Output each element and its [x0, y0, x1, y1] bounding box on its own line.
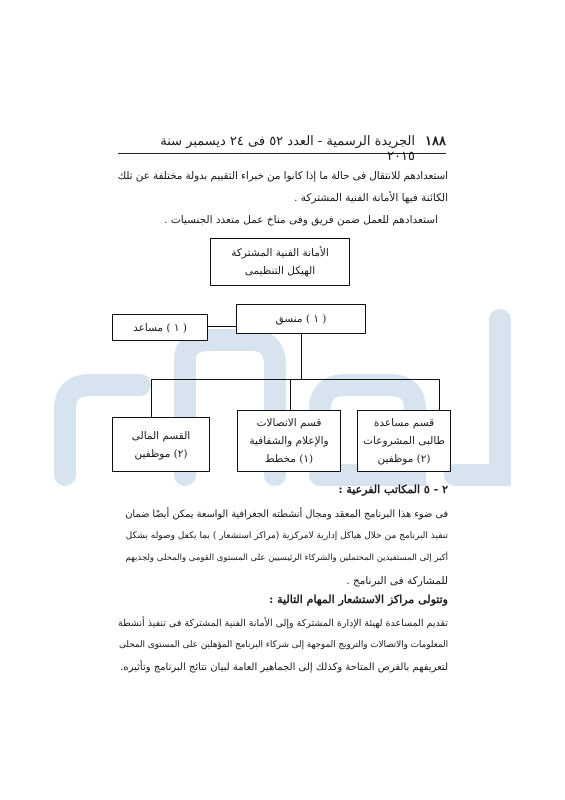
unit-applicants-staff: (٢) موظفين [377, 453, 431, 465]
page-header [0, 132, 565, 164]
assistant-box [112, 314, 208, 341]
section-line-2: تنفيذ البرنامج من خلال هياكل إدارية لامركزية (مراكز استشعار ) بما يكفل وصوله بشكل [125, 531, 448, 541]
intro-line-3: استعدادهم للعمل ضمن فريق وفى مناخ عمل متعدد الجنسيات . [164, 214, 438, 226]
unit-finance-staff: (٢) موظفين [134, 447, 188, 460]
branch-left [151, 379, 152, 417]
coordinator-box [236, 304, 366, 334]
org-top-box [210, 238, 350, 286]
unit-applicants-name: قسم مساعدة طالبى المشروعات [363, 417, 445, 447]
page-number: ١٨٨ [425, 134, 446, 149]
section-line-3: أكبر إلى المستفيدين المحتملين والشركاء الرئيسيين على المستوى القومى والمحلى ولجذبهم [125, 553, 448, 563]
section-line-1: فى ضوء هذا البرنامج المعقد ومجال أنشطته الجغرافية الواسعة يمكن أيضًا ضمان [125, 509, 448, 520]
intro-line-1: استعدادهم للانتقال فى حالة ما إذا كانوا من خبراء التقييم بدولة مختلفة عن تلك [117, 170, 448, 182]
unit-communications-box [237, 410, 341, 472]
org-top-line-1: الأمانة الفنية المشتركة [231, 247, 329, 259]
tasks-line-1: تقديم المساعدة لهيئة الإدارة المشتركة وإلى الأمانة الفنية المشتركة فى تنفيذ أنشطة [118, 618, 448, 629]
intro-line-2: الكائنة فيها الأمانة الفنية المشتركة . [294, 192, 448, 204]
tasks-line-2: المعلومات والاتصالات والترويج الموجهة إلى شركاء البرنامج المؤهلين على المستوى المحلى [118, 640, 448, 650]
org-top-line-2: الهيكل التنظيمى [244, 265, 316, 277]
tasks-heading: وتتولى مراكز الاستشعار المهام التالية : [269, 593, 448, 606]
page-header-title: الجريدة الرسمية - العدد ٥٢ فى ٢٤ ديسمبر سنة ٢٠١٥ [160, 134, 415, 164]
coordinator-stem [301, 334, 302, 380]
section-heading: ٢ - ٥ المكاتب الفرعية : [338, 483, 448, 496]
tasks-line-3: لتعريفهم بالفرص المتاحة وكذلك إلى الجماهير العامة لبيان نتائج البرنامج وتأثيره. [120, 662, 448, 673]
header-divider [118, 153, 446, 154]
branch-horizontal [151, 379, 439, 380]
unit-finance-box [112, 417, 210, 472]
unit-finance-name: القسم المالى [131, 429, 191, 442]
unit-communications-staff: (١) مخطط [264, 453, 314, 465]
unit-applicants-box [357, 410, 451, 472]
coordinator-label: ( ١ ) منسق [275, 313, 327, 325]
assistant-label: ( ١ ) مساعد [133, 321, 187, 334]
unit-communications-name: قسم الاتصالات والإعلام والشفافية [249, 417, 329, 447]
section-line-4: للمشاركة فى البرنامج . [346, 575, 448, 587]
assistant-connector [208, 326, 236, 327]
